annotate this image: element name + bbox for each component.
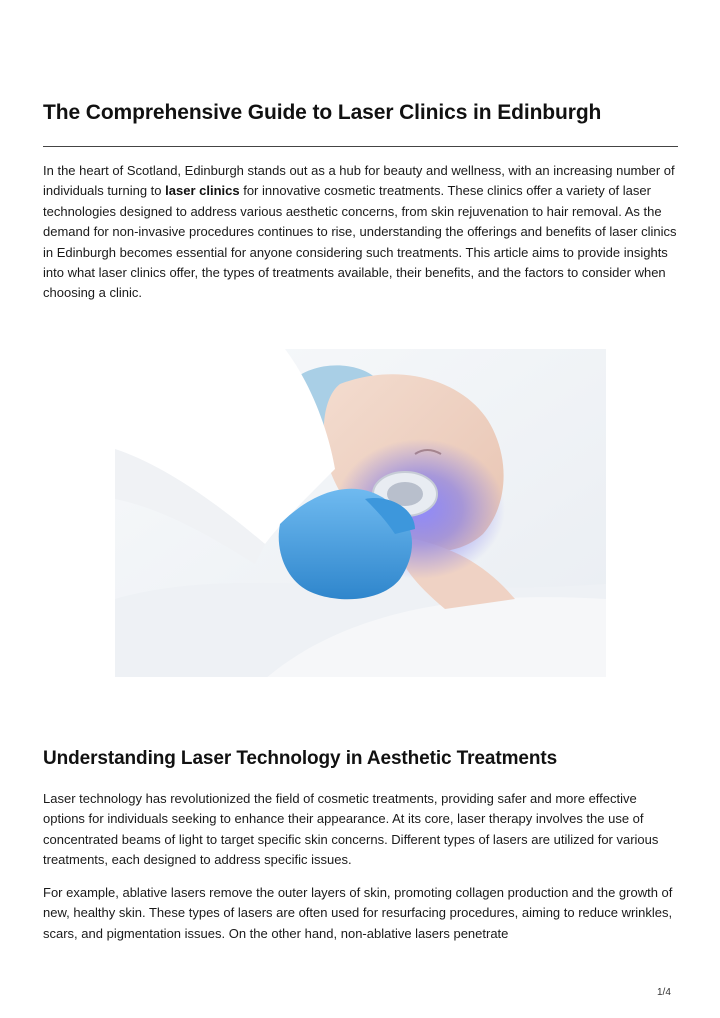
body-paragraph-2: For example, ablative lasers remove the outer layers of skin, promoting collagen production and the growth of new, healthy skin. These types of lasers are often used for resurfacing procedures, aiming to reduce wrinkles, scars, and pigmentation issues. On the other hand, non-ablative lasers penetrate	[43, 885, 673, 941]
laser-treatment-photo	[115, 349, 606, 677]
laser-clinics-link[interactable]: laser clinics	[165, 183, 240, 199]
intro-paragraph	[43, 161, 678, 304]
intro-text-start: In the heart of Scotland, Edinburgh stands out as a hub for beauty and wellness, with an increasing number of individuals turning to	[43, 163, 675, 199]
section-heading: Understanding Laser Technology in Aesthetic Treatments	[43, 748, 558, 769]
page-title: The Comprehensive Guide to Laser Clinics in Edinburgh	[43, 101, 602, 124]
intro-text-end: for innovative cosmetic treatments. These clinics offer a variety of laser technologies designed to address various aesthetic concerns, from skin rejuvenation to hair removal. As the demand for non-invasive procedures continues to rise, understanding the offerings and benefits of laser clinics in Edinburgh becomes essential for anyone considering such treatments. This article aims to provide insights into what laser clinics offer, the types of treatments available, their benefits, and the factors to consider when choosing a clinic.	[43, 183, 677, 301]
body-paragraph-1: Laser technology has revolutionized the field of cosmetic treatments, providing safer and more effective options for individuals seeking to enhance their appearance. At its core, laser therapy involves the use of concentrated beams of light to target specific skin concerns. Different types of lasers are utilized for various treatments, each designed to address specific issues.	[43, 791, 659, 868]
page-number: 1/4	[657, 987, 671, 998]
title-divider	[43, 146, 678, 147]
